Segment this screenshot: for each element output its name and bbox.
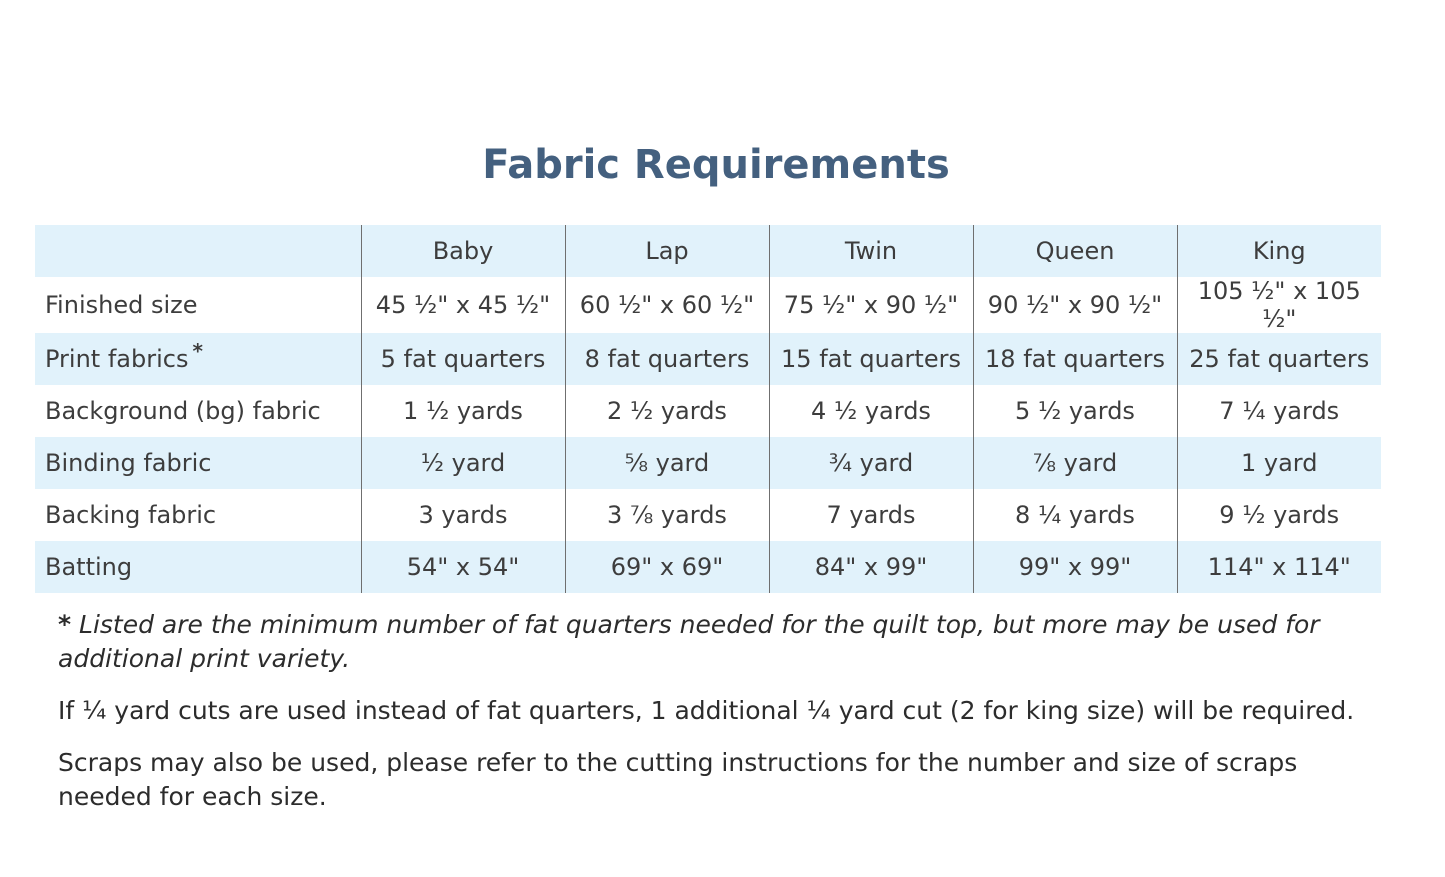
table-cell: 114" x 114" (1177, 541, 1381, 593)
table-cell: 60 ½" x 60 ½" (565, 277, 769, 333)
table-cell: 1 yard (1177, 437, 1381, 489)
table-cell: 105 ½" x 105 ½" (1177, 277, 1381, 333)
table-header-row (35, 225, 1381, 277)
footnote-marker: * (192, 339, 203, 363)
notes-section (58, 608, 1388, 832)
table-cell: 5 fat quarters (361, 333, 565, 385)
row-label: Print fabrics (45, 345, 189, 373)
page-title: Fabric Requirements (482, 142, 950, 188)
table-cell: 99" x 99" (973, 541, 1177, 593)
footnote (58, 608, 1388, 676)
table-cell: 18 fat quarters (973, 333, 1177, 385)
table-cell: 7 ¼ yards (1177, 385, 1381, 437)
table-cell: 69" x 69" (565, 541, 769, 593)
fabric-requirements-table (35, 225, 1381, 593)
table-row-background-fabric (35, 385, 1381, 437)
row-label: Batting (35, 541, 361, 593)
table-cell: 4 ½ yards (769, 385, 973, 437)
table-cell: 75 ½" x 90 ½" (769, 277, 973, 333)
column-header-king: King (1177, 225, 1381, 277)
column-header-queen: Queen (973, 225, 1177, 277)
table-cell: ½ yard (361, 437, 565, 489)
table-cell: 84" x 99" (769, 541, 973, 593)
row-label: Finished size (45, 291, 198, 319)
column-header-twin: Twin (769, 225, 973, 277)
table-row-batting (35, 541, 1381, 593)
header-corner-cell (35, 225, 361, 277)
table-cell: 9 ½ yards (1177, 489, 1381, 541)
row-label: Background (bg) fabric (45, 397, 321, 425)
table-cell: ¾ yard (769, 437, 973, 489)
table-row-binding-fabric (35, 437, 1381, 489)
table-cell: 8 fat quarters (565, 333, 769, 385)
table-cell: 8 ¼ yards (973, 489, 1177, 541)
table-cell: 15 fat quarters (769, 333, 973, 385)
table-cell: 90 ½" x 90 ½" (973, 277, 1177, 333)
table-cell: 5 ½ yards (973, 385, 1177, 437)
table-row-finished-size (35, 277, 1381, 333)
note-quarter-cuts: If ¼ yard cuts are used instead of fat quarters, 1 additional ¼ yard cut (2 for king size) will be required. (58, 696, 1355, 725)
footnote-text: Listed are the minimum number of fat quarters needed for the quilt top, but more may be used for additional print variety. (58, 610, 1320, 673)
table-cell: 3 yards (361, 489, 565, 541)
row-label: Backing fabric (45, 501, 217, 529)
column-header-baby: Baby (361, 225, 565, 277)
table-cell: 1 ½ yards (361, 385, 565, 437)
row-label-cell (35, 333, 361, 385)
table-cell: 25 fat quarters (1177, 333, 1381, 385)
table-row-backing-fabric (35, 489, 1381, 541)
footnote-marker: * (58, 610, 72, 639)
row-label: Binding fabric (35, 437, 361, 489)
table-cell: 2 ½ yards (565, 385, 769, 437)
table-cell: 45 ½" x 45 ½" (361, 277, 565, 333)
note-scraps: Scraps may also be used, please refer to the cutting instructions for the number and size of scraps needed for each size. (58, 748, 1298, 811)
column-header-lap: Lap (565, 225, 769, 277)
table-cell: ⅝ yard (565, 437, 769, 489)
table-row-print-fabrics (35, 333, 1381, 385)
table-cell: 3 ⅞ yards (565, 489, 769, 541)
table-cell: 54" x 54" (361, 541, 565, 593)
table-cell: 7 yards (769, 489, 973, 541)
table-cell: ⅞ yard (973, 437, 1177, 489)
